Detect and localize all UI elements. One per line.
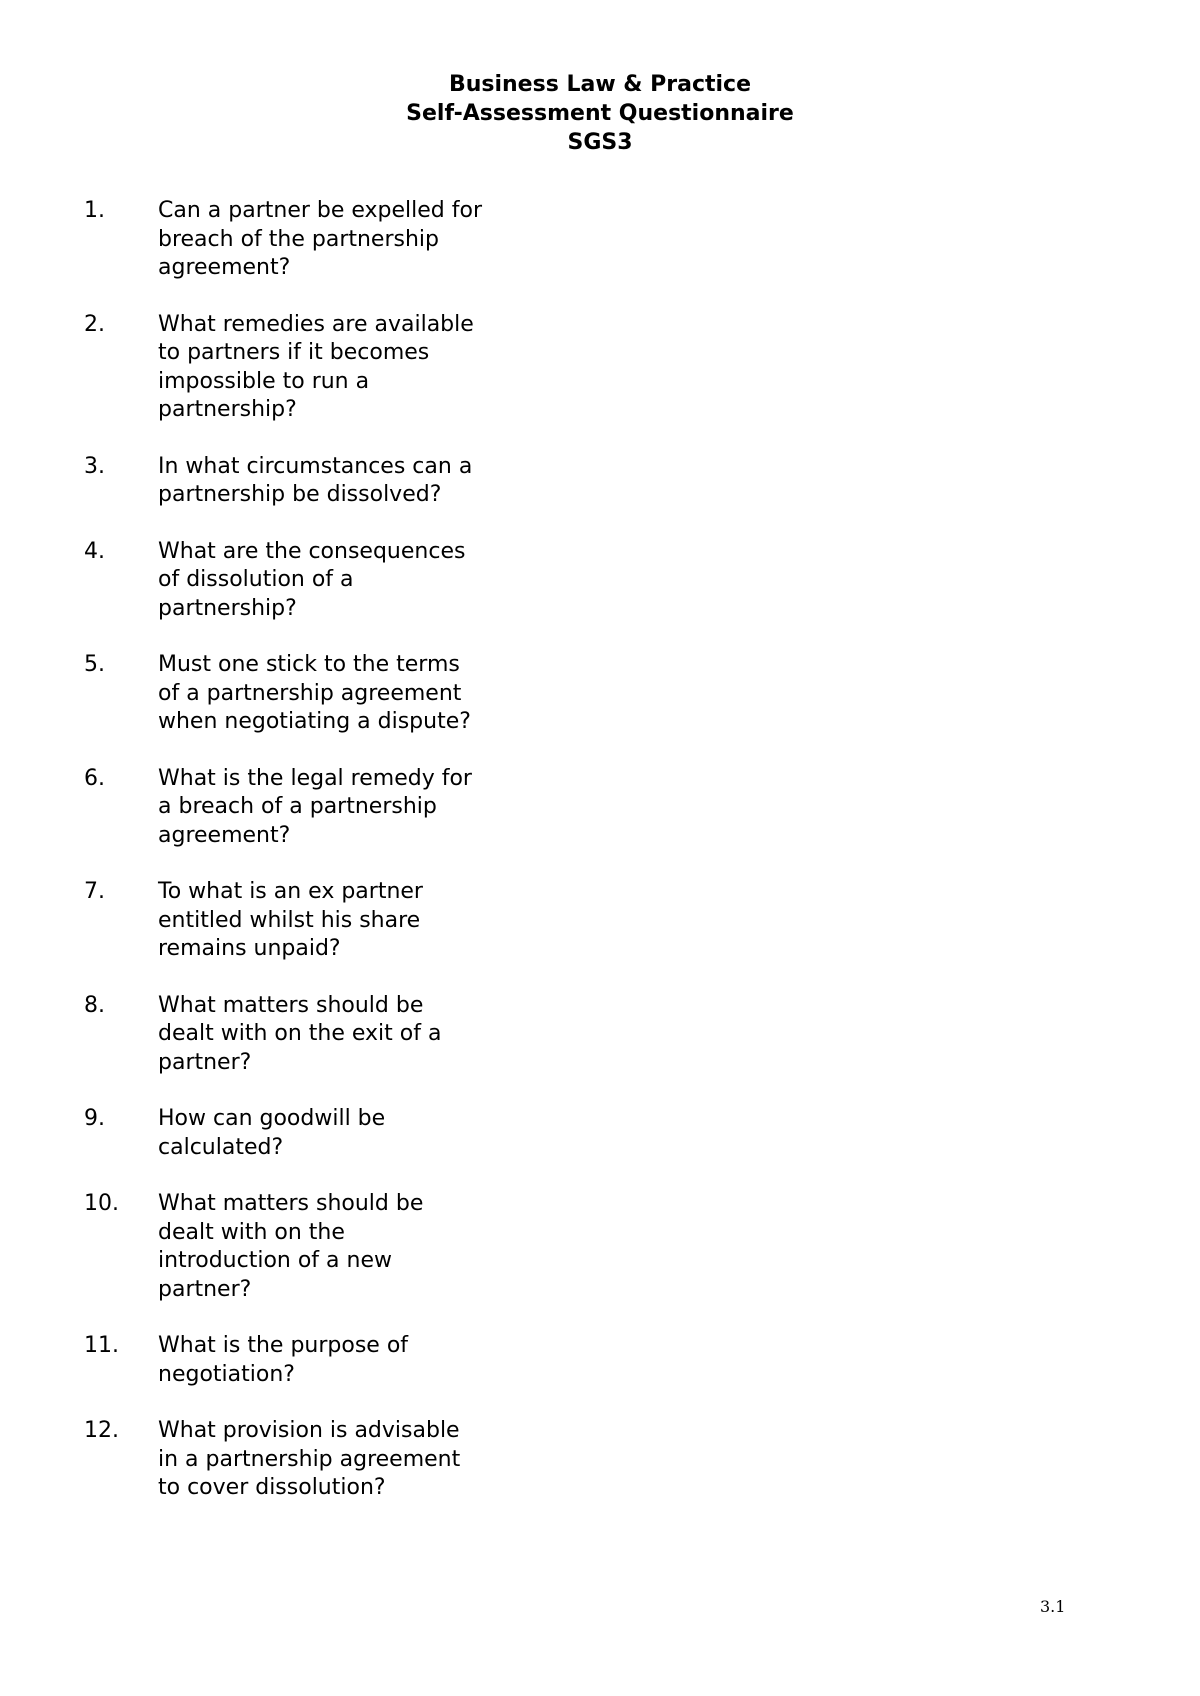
question-text-line: How can goodwill be (158, 1106, 386, 1131)
question-text (158, 992, 518, 1078)
question-item (84, 453, 564, 510)
question-text-line: entitled whilst his share (158, 907, 421, 933)
question-item (84, 765, 564, 851)
question-item (84, 878, 564, 964)
question-item (84, 992, 564, 1078)
question-number: 11. (84, 1333, 119, 1358)
question-text-line: partner? (158, 1049, 252, 1075)
question-text-line: What remedies are available (158, 311, 474, 337)
question-number: 5. (84, 652, 105, 677)
question-item (84, 311, 564, 425)
question-text-line: of dissolution of a (158, 567, 354, 592)
question-text-line: What matters should be (158, 1191, 424, 1216)
question-text-line: In what circumstances can a (158, 453, 473, 479)
question-text-line: introduction of a new (158, 1248, 392, 1273)
question-text-line: Can a partner be expelled for (158, 198, 483, 223)
title-line-course: Business Law & Practice (448, 72, 752, 97)
question-number: 9. (84, 1106, 105, 1131)
question-item (84, 197, 564, 283)
question-item (84, 538, 564, 624)
question-text-line: when negotiating a dispute? (158, 709, 471, 734)
question-text-line: dealt with on the (158, 1219, 345, 1245)
question-text-line: breach of the partnership (158, 226, 439, 252)
question-item (84, 1332, 564, 1389)
question-number: 6. (84, 765, 105, 791)
question-text (158, 1332, 518, 1389)
question-number: 2. (84, 311, 105, 337)
question-text-line: calculated? (158, 1134, 284, 1160)
question-text-line: agreement? (158, 822, 291, 848)
question-text-line: a breach of a partnership (158, 794, 437, 819)
question-number: 3. (84, 453, 105, 479)
question-text (158, 1105, 518, 1162)
document-title (0, 70, 1200, 157)
question-text-line: impossible to run a (158, 368, 370, 394)
question-text-line: dealt with on the exit of a (158, 1021, 442, 1046)
question-text-line: partnership be dissolved? (158, 482, 442, 507)
question-text-line: remains unpaid? (158, 936, 341, 961)
question-number: 8. (84, 992, 105, 1018)
question-text-line: What matters should be (158, 992, 424, 1018)
question-text (158, 765, 518, 851)
question-text-line: Must one stick to the terms (158, 652, 460, 677)
question-text-line: to cover dissolution? (158, 1475, 386, 1500)
question-text (158, 1190, 518, 1304)
question-text-line: of a partnership agreement (158, 680, 462, 706)
question-item (84, 1417, 564, 1503)
question-text (158, 453, 518, 510)
question-number: 7. (84, 879, 105, 904)
question-text-line: partnership? (158, 595, 297, 621)
question-text-line: partner? (158, 1276, 252, 1302)
question-number: 10. (84, 1191, 119, 1216)
question-text-line: partnership? (158, 397, 297, 422)
question-text-line: What are the consequences (158, 538, 466, 564)
question-text (158, 878, 518, 964)
question-item (84, 651, 564, 737)
question-item (84, 1190, 564, 1304)
question-text (158, 651, 518, 737)
question-text-line: negotiation? (158, 1361, 295, 1387)
title-line-code: SGS3 (567, 130, 633, 155)
question-list (84, 197, 564, 1531)
question-text (158, 311, 518, 425)
page-number: 3.1 (1040, 1597, 1066, 1616)
question-text-line: to partners if it becomes (158, 340, 430, 365)
question-text-line: in a partnership agreement (158, 1446, 461, 1472)
question-text-line: What provision is advisable (158, 1418, 460, 1443)
question-text (158, 197, 518, 283)
question-text-line: To what is an ex partner (158, 879, 423, 904)
question-text (158, 1417, 518, 1503)
question-text-line: What is the purpose of (158, 1333, 409, 1358)
title-line-questionnaire: Self-Assessment Questionnaire (406, 101, 794, 126)
question-number: 4. (84, 538, 105, 564)
question-number: 12. (84, 1418, 119, 1443)
question-number: 1. (84, 198, 105, 223)
question-text-line: What is the legal remedy for (158, 765, 472, 791)
question-text-line: agreement? (158, 255, 291, 280)
question-text (158, 538, 518, 624)
question-item (84, 1105, 564, 1162)
